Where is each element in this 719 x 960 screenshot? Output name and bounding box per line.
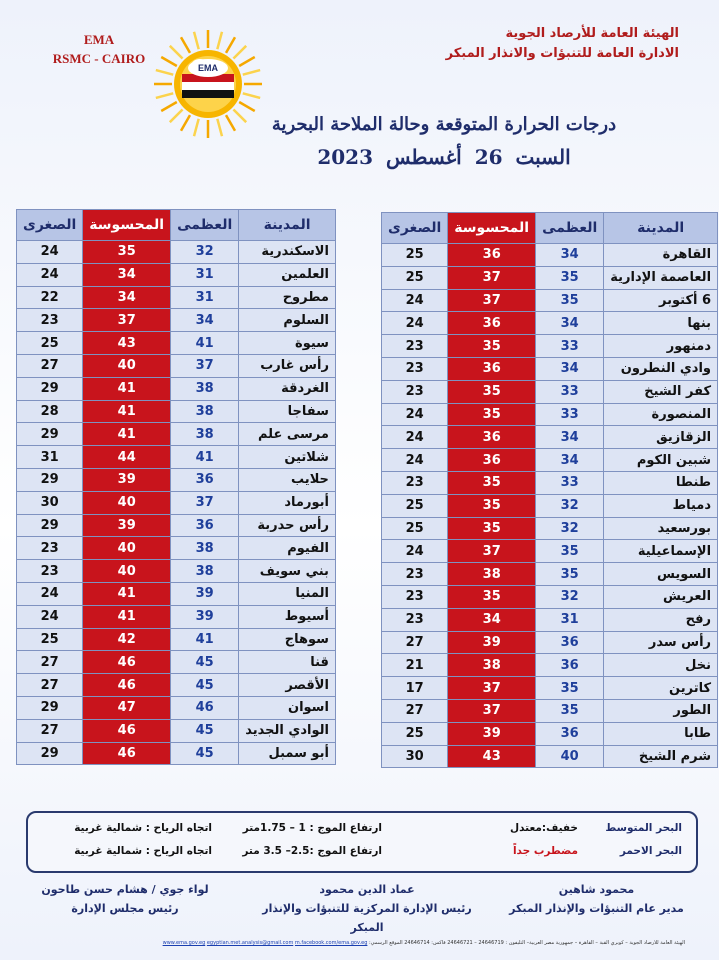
col-header-city: المدينة bbox=[239, 210, 336, 241]
min-temp-cell: 29 bbox=[17, 742, 83, 765]
table-row bbox=[17, 354, 336, 377]
ema-label: EMA bbox=[83, 32, 115, 47]
sun-ray bbox=[156, 70, 173, 75]
sun-ray bbox=[161, 57, 177, 66]
max-temp-cell: 40 bbox=[536, 745, 604, 768]
table-row bbox=[17, 241, 336, 264]
max-temp-cell: 31 bbox=[171, 286, 239, 309]
max-temp-cell: 34 bbox=[536, 357, 604, 380]
city-cell: كاترين bbox=[604, 677, 718, 700]
sun-ray bbox=[161, 102, 177, 111]
signature-central-director bbox=[247, 880, 487, 937]
feels-like-cell: 43 bbox=[448, 745, 536, 768]
city-cell: شرم الشيخ bbox=[604, 745, 718, 768]
feels-like-cell: 39 bbox=[448, 722, 536, 745]
feels-like-cell: 35 bbox=[448, 494, 536, 517]
signature-forecast-director bbox=[494, 880, 699, 918]
city-cell: رأس غارب bbox=[239, 354, 336, 377]
city-cell: حلايب bbox=[239, 468, 336, 491]
table-row bbox=[382, 289, 718, 312]
table-row bbox=[17, 696, 336, 719]
min-temp-cell: 29 bbox=[17, 423, 83, 446]
feels-like-cell: 46 bbox=[83, 651, 171, 674]
max-temp-cell: 31 bbox=[171, 263, 239, 286]
min-temp-cell: 21 bbox=[382, 654, 448, 677]
city-cell: شبين الكوم bbox=[604, 449, 718, 472]
min-temp-cell: 25 bbox=[382, 722, 448, 745]
city-cell: السلوم bbox=[239, 309, 336, 332]
feels-like-cell: 41 bbox=[83, 423, 171, 446]
feels-like-cell: 35 bbox=[448, 380, 536, 403]
footer-contact bbox=[40, 940, 685, 954]
col-header-feels: المحسوسة bbox=[83, 210, 171, 241]
table-row bbox=[17, 719, 336, 742]
min-temp-cell: 23 bbox=[17, 560, 83, 583]
feels-like-cell: 37 bbox=[448, 540, 536, 563]
max-temp-cell: 33 bbox=[536, 335, 604, 358]
wave-height: ارتفاع الموج :2.5– 3.5 متر bbox=[242, 845, 382, 857]
table-row bbox=[382, 699, 718, 722]
sun-ray bbox=[194, 119, 199, 136]
min-temp-cell: 23 bbox=[382, 585, 448, 608]
feels-like-cell: 42 bbox=[83, 628, 171, 651]
max-temp-cell: 34 bbox=[536, 426, 604, 449]
signer-name: عماد الدين محمود bbox=[319, 883, 415, 896]
city-cell: المنصورة bbox=[604, 403, 718, 426]
city-cell: شلاتين bbox=[239, 446, 336, 469]
city-cell: الطور bbox=[604, 699, 718, 722]
table-row bbox=[382, 266, 718, 289]
signer-title: مدير عام التنبؤات والإنذار المبكر bbox=[509, 902, 684, 915]
signer-title: رئيس الإدارة المركزية للتنبؤات والإنذار المبكر bbox=[262, 902, 472, 934]
city-cell: سيوة bbox=[239, 332, 336, 355]
sun-ray bbox=[226, 37, 235, 53]
city-cell: القاهرة bbox=[604, 244, 718, 267]
max-temp-cell: 38 bbox=[171, 560, 239, 583]
min-temp-cell: 29 bbox=[17, 514, 83, 537]
signature-chairman bbox=[15, 880, 235, 918]
table-row bbox=[17, 560, 336, 583]
table-row bbox=[382, 471, 718, 494]
city-cell: رفح bbox=[604, 608, 718, 631]
sea-conditions-box bbox=[26, 811, 698, 873]
min-temp-cell: 23 bbox=[382, 335, 448, 358]
city-cell: الغردقة bbox=[239, 377, 336, 400]
feels-like-cell: 34 bbox=[448, 608, 536, 631]
sun-ray bbox=[217, 32, 222, 49]
feels-like-cell: 36 bbox=[448, 312, 536, 335]
table-row bbox=[17, 628, 336, 651]
feels-like-cell: 37 bbox=[448, 266, 536, 289]
table-row bbox=[382, 517, 718, 540]
wind-direction: اتجاه الرياح : شمالية غربية bbox=[74, 845, 212, 857]
max-temp-cell: 39 bbox=[171, 582, 239, 605]
min-temp-cell: 23 bbox=[382, 471, 448, 494]
city-cell: العاصمة الإدارية bbox=[604, 266, 718, 289]
min-temp-cell: 24 bbox=[382, 312, 448, 335]
signer-name: محمود شاهين bbox=[558, 883, 635, 896]
city-cell: أسيوط bbox=[239, 605, 336, 628]
max-temp-cell: 41 bbox=[171, 446, 239, 469]
signer-title: رئيس مجلس الإدارة bbox=[71, 902, 179, 915]
max-temp-cell: 33 bbox=[536, 471, 604, 494]
min-temp-cell: 27 bbox=[382, 631, 448, 654]
min-temp-cell: 24 bbox=[382, 403, 448, 426]
feels-like-cell: 47 bbox=[83, 696, 171, 719]
min-temp-cell: 24 bbox=[382, 449, 448, 472]
min-temp-cell: 23 bbox=[382, 608, 448, 631]
col-header-max: العظمى bbox=[171, 210, 239, 241]
temperature-table-right bbox=[381, 212, 718, 768]
table-row bbox=[382, 608, 718, 631]
min-temp-cell: 30 bbox=[382, 745, 448, 768]
max-temp-cell: 32 bbox=[536, 517, 604, 540]
col-header-city: المدينة bbox=[604, 213, 718, 244]
min-temp-cell: 27 bbox=[17, 674, 83, 697]
min-temp-cell: 29 bbox=[17, 377, 83, 400]
org-name: الهيئة العامة للأرصاد الجوية bbox=[505, 26, 679, 41]
max-temp-cell: 45 bbox=[171, 674, 239, 697]
min-temp-cell: 24 bbox=[17, 241, 83, 264]
ema-logo-text: EMA bbox=[198, 63, 218, 73]
city-cell: طابا bbox=[604, 722, 718, 745]
max-temp-cell: 36 bbox=[536, 722, 604, 745]
ema-rsmc-label bbox=[44, 30, 154, 68]
max-temp-cell: 36 bbox=[171, 514, 239, 537]
sea-name: البحر الاحمر bbox=[619, 845, 682, 857]
city-cell: وادي النطرون bbox=[604, 357, 718, 380]
table-row bbox=[382, 563, 718, 586]
table-row bbox=[17, 332, 336, 355]
max-temp-cell: 38 bbox=[171, 537, 239, 560]
city-cell: الإسماعيلية bbox=[604, 540, 718, 563]
feels-like-cell: 37 bbox=[448, 289, 536, 312]
city-cell: العريش bbox=[604, 585, 718, 608]
city-cell: دمياط bbox=[604, 494, 718, 517]
table-row bbox=[17, 742, 336, 765]
feels-like-cell: 36 bbox=[448, 449, 536, 472]
min-temp-cell: 27 bbox=[17, 354, 83, 377]
feels-like-cell: 39 bbox=[448, 631, 536, 654]
city-cell: الأقصر bbox=[239, 674, 336, 697]
sun-ray bbox=[194, 32, 199, 49]
max-temp-cell: 34 bbox=[536, 312, 604, 335]
max-temp-cell: 45 bbox=[171, 742, 239, 765]
org-department: الادارة العامة للتنبؤات والانذار المبكر bbox=[445, 46, 679, 61]
table-row bbox=[17, 377, 336, 400]
organization-header bbox=[359, 24, 679, 64]
table-row bbox=[17, 400, 336, 423]
min-temp-cell: 25 bbox=[382, 517, 448, 540]
sun-ray bbox=[233, 46, 246, 59]
min-temp-cell: 23 bbox=[17, 537, 83, 560]
sun-ray bbox=[243, 70, 260, 75]
table-row bbox=[382, 449, 718, 472]
city-cell: رأس سدر bbox=[604, 631, 718, 654]
table-row bbox=[382, 244, 718, 267]
city-cell: السويس bbox=[604, 563, 718, 586]
feels-like-cell: 43 bbox=[83, 332, 171, 355]
table-row bbox=[17, 491, 336, 514]
feels-like-cell: 35 bbox=[448, 335, 536, 358]
feels-like-cell: 39 bbox=[83, 514, 171, 537]
col-header-max: العظمى bbox=[536, 213, 604, 244]
website-link[interactable]: www.ema.gov.eg bbox=[162, 940, 206, 946]
table-row bbox=[17, 514, 336, 537]
feels-like-cell: 35 bbox=[448, 585, 536, 608]
col-header-min: الصغرى bbox=[382, 213, 448, 244]
feels-like-cell: 40 bbox=[83, 491, 171, 514]
min-temp-cell: 29 bbox=[17, 696, 83, 719]
feels-like-cell: 35 bbox=[448, 471, 536, 494]
max-temp-cell: 34 bbox=[536, 244, 604, 267]
table-row bbox=[382, 380, 718, 403]
table-row bbox=[382, 677, 718, 700]
min-temp-cell: 25 bbox=[382, 244, 448, 267]
max-temp-cell: 45 bbox=[171, 719, 239, 742]
signer-name: لواء جوي / هشام حسن طاحون bbox=[41, 883, 209, 896]
title-line: درجات الحرارة المتوقعة وحالة الملاحة البحرية bbox=[271, 114, 617, 135]
city-cell: أبو سمبل bbox=[239, 742, 336, 765]
feels-like-cell: 46 bbox=[83, 674, 171, 697]
table-row bbox=[382, 585, 718, 608]
min-temp-cell: 23 bbox=[382, 357, 448, 380]
max-temp-cell: 32 bbox=[171, 241, 239, 264]
city-cell: أبورماد bbox=[239, 491, 336, 514]
feels-like-cell: 38 bbox=[448, 563, 536, 586]
max-temp-cell: 38 bbox=[171, 377, 239, 400]
feels-like-cell: 38 bbox=[448, 654, 536, 677]
min-temp-cell: 25 bbox=[17, 628, 83, 651]
table-row bbox=[17, 582, 336, 605]
max-temp-cell: 41 bbox=[171, 332, 239, 355]
city-cell: قنا bbox=[239, 651, 336, 674]
city-cell: كفر الشيخ bbox=[604, 380, 718, 403]
feels-like-cell: 35 bbox=[83, 241, 171, 264]
max-temp-cell: 46 bbox=[171, 696, 239, 719]
min-temp-cell: 24 bbox=[17, 582, 83, 605]
city-cell: بنها bbox=[604, 312, 718, 335]
city-cell: دمنهور bbox=[604, 335, 718, 358]
city-cell: العلمين bbox=[239, 263, 336, 286]
wind-direction: اتجاه الرياح : شمالية غربية bbox=[74, 822, 212, 834]
table-row bbox=[17, 286, 336, 309]
max-temp-cell: 36 bbox=[171, 468, 239, 491]
max-temp-cell: 38 bbox=[171, 423, 239, 446]
max-temp-cell: 32 bbox=[536, 494, 604, 517]
sea-name: البحر المتوسط bbox=[605, 822, 682, 834]
table-row bbox=[382, 494, 718, 517]
city-cell: نخل bbox=[604, 654, 718, 677]
table-row bbox=[17, 651, 336, 674]
max-temp-cell: 37 bbox=[171, 354, 239, 377]
min-temp-cell: 25 bbox=[17, 332, 83, 355]
table-row bbox=[382, 357, 718, 380]
table-row bbox=[17, 263, 336, 286]
feels-like-cell: 46 bbox=[83, 719, 171, 742]
sea-state: خفيف:معتدل bbox=[509, 822, 578, 834]
min-temp-cell: 25 bbox=[382, 494, 448, 517]
sun-ray bbox=[156, 93, 173, 98]
feels-like-cell: 36 bbox=[448, 426, 536, 449]
min-temp-cell: 23 bbox=[17, 309, 83, 332]
city-cell: مطروح bbox=[239, 286, 336, 309]
min-temp-cell: 27 bbox=[17, 651, 83, 674]
feels-like-cell: 36 bbox=[448, 244, 536, 267]
table-row bbox=[382, 722, 718, 745]
sun-ray bbox=[243, 93, 260, 98]
feels-like-cell: 39 bbox=[83, 468, 171, 491]
feels-like-cell: 37 bbox=[83, 309, 171, 332]
date-line: السبت 26 أغسطس 2023 bbox=[317, 145, 571, 169]
max-temp-cell: 32 bbox=[536, 585, 604, 608]
city-cell: الوادي الجديد bbox=[239, 719, 336, 742]
feels-like-cell: 41 bbox=[83, 582, 171, 605]
min-temp-cell: 25 bbox=[382, 266, 448, 289]
min-temp-cell: 24 bbox=[17, 263, 83, 286]
max-temp-cell: 36 bbox=[536, 654, 604, 677]
city-cell: بني سويف bbox=[239, 560, 336, 583]
table-row bbox=[382, 426, 718, 449]
max-temp-cell: 39 bbox=[171, 605, 239, 628]
table-row bbox=[17, 605, 336, 628]
col-header-feels: المحسوسة bbox=[448, 213, 536, 244]
table-row bbox=[382, 403, 718, 426]
facebook-link[interactable]: m.facebook.com/ema.gov.eg bbox=[294, 940, 368, 946]
city-cell: سفاجا bbox=[239, 400, 336, 423]
table-row bbox=[17, 446, 336, 469]
table-row bbox=[382, 312, 718, 335]
max-temp-cell: 36 bbox=[536, 631, 604, 654]
table-row bbox=[17, 423, 336, 446]
sun-ray bbox=[170, 109, 183, 122]
max-temp-cell: 31 bbox=[536, 608, 604, 631]
max-temp-cell: 37 bbox=[171, 491, 239, 514]
city-cell: اسوان bbox=[239, 696, 336, 719]
sun-ray bbox=[181, 115, 190, 131]
city-cell: طنطا bbox=[604, 471, 718, 494]
min-temp-cell: 30 bbox=[17, 491, 83, 514]
table-row bbox=[382, 654, 718, 677]
feels-like-cell: 44 bbox=[83, 446, 171, 469]
table-row bbox=[17, 674, 336, 697]
max-temp-cell: 41 bbox=[171, 628, 239, 651]
max-temp-cell: 33 bbox=[536, 403, 604, 426]
mediterranean-row bbox=[42, 822, 682, 842]
feels-like-cell: 36 bbox=[448, 357, 536, 380]
max-temp-cell: 35 bbox=[536, 289, 604, 312]
city-cell: مرسى علم bbox=[239, 423, 336, 446]
feels-like-cell: 41 bbox=[83, 605, 171, 628]
table-row bbox=[17, 537, 336, 560]
min-temp-cell: 23 bbox=[382, 380, 448, 403]
feels-like-cell: 41 bbox=[83, 377, 171, 400]
feels-like-cell: 40 bbox=[83, 560, 171, 583]
city-cell: الفيوم bbox=[239, 537, 336, 560]
feels-like-cell: 37 bbox=[448, 699, 536, 722]
feels-like-cell: 46 bbox=[83, 742, 171, 765]
sun-ray bbox=[217, 119, 222, 136]
min-temp-cell: 29 bbox=[17, 468, 83, 491]
city-cell: الزقازيق bbox=[604, 426, 718, 449]
max-temp-cell: 38 bbox=[171, 400, 239, 423]
feels-like-cell: 34 bbox=[83, 286, 171, 309]
temperature-table-left bbox=[16, 209, 336, 765]
wave-height: ارتفاع الموج : 1 – 1.75متر bbox=[242, 822, 382, 834]
feels-like-cell: 40 bbox=[83, 537, 171, 560]
max-temp-cell: 35 bbox=[536, 266, 604, 289]
sea-state: مضطرب جداً bbox=[512, 845, 578, 857]
city-cell: رأس حدربة bbox=[239, 514, 336, 537]
min-temp-cell: 27 bbox=[17, 719, 83, 742]
min-temp-cell: 31 bbox=[17, 446, 83, 469]
feels-like-cell: 40 bbox=[83, 354, 171, 377]
feels-like-cell: 37 bbox=[448, 677, 536, 700]
city-cell: بورسعيد bbox=[604, 517, 718, 540]
table-row bbox=[17, 309, 336, 332]
min-temp-cell: 28 bbox=[17, 400, 83, 423]
feels-like-cell: 35 bbox=[448, 517, 536, 540]
max-temp-cell: 34 bbox=[536, 449, 604, 472]
city-cell: الاسكندرية bbox=[239, 241, 336, 264]
max-temp-cell: 45 bbox=[171, 651, 239, 674]
max-temp-cell: 35 bbox=[536, 540, 604, 563]
max-temp-cell: 35 bbox=[536, 563, 604, 586]
bulletin-title bbox=[229, 110, 659, 174]
rsmc-cairo-label: RSMC - CAIRO bbox=[52, 51, 146, 66]
min-temp-cell: 24 bbox=[17, 605, 83, 628]
table-row bbox=[382, 745, 718, 768]
min-temp-cell: 24 bbox=[382, 540, 448, 563]
min-temp-cell: 22 bbox=[17, 286, 83, 309]
min-temp-cell: 17 bbox=[382, 677, 448, 700]
city-cell: سوهاج bbox=[239, 628, 336, 651]
table-row bbox=[382, 540, 718, 563]
table-row bbox=[382, 631, 718, 654]
min-temp-cell: 27 bbox=[382, 699, 448, 722]
table-row bbox=[382, 335, 718, 358]
max-temp-cell: 35 bbox=[536, 677, 604, 700]
feels-like-cell: 34 bbox=[83, 263, 171, 286]
min-temp-cell: 24 bbox=[382, 426, 448, 449]
feels-like-cell: 35 bbox=[448, 403, 536, 426]
sun-ray bbox=[170, 46, 183, 59]
email-link[interactable]: egyptian.met.analysis@gmail.com bbox=[206, 940, 294, 946]
max-temp-cell: 34 bbox=[171, 309, 239, 332]
red-sea-row bbox=[42, 845, 682, 865]
table-row bbox=[17, 468, 336, 491]
col-header-min: الصغرى bbox=[17, 210, 83, 241]
city-cell: المنيا bbox=[239, 582, 336, 605]
max-temp-cell: 35 bbox=[536, 699, 604, 722]
sun-ray bbox=[181, 37, 190, 53]
footer-text: الهيئة العامة للأرصاد الجوية – كوبري القبة – القاهرة – جمهورية مصر العربية– التليفون : 24646719 – 24646721 فاكس: 24646714 الموقع الرسمي: bbox=[369, 940, 685, 946]
min-temp-cell: 24 bbox=[382, 289, 448, 312]
max-temp-cell: 33 bbox=[536, 380, 604, 403]
sun-ray bbox=[239, 57, 255, 66]
city-cell: 6 أكتوبر bbox=[604, 289, 718, 312]
min-temp-cell: 23 bbox=[382, 563, 448, 586]
feels-like-cell: 41 bbox=[83, 400, 171, 423]
